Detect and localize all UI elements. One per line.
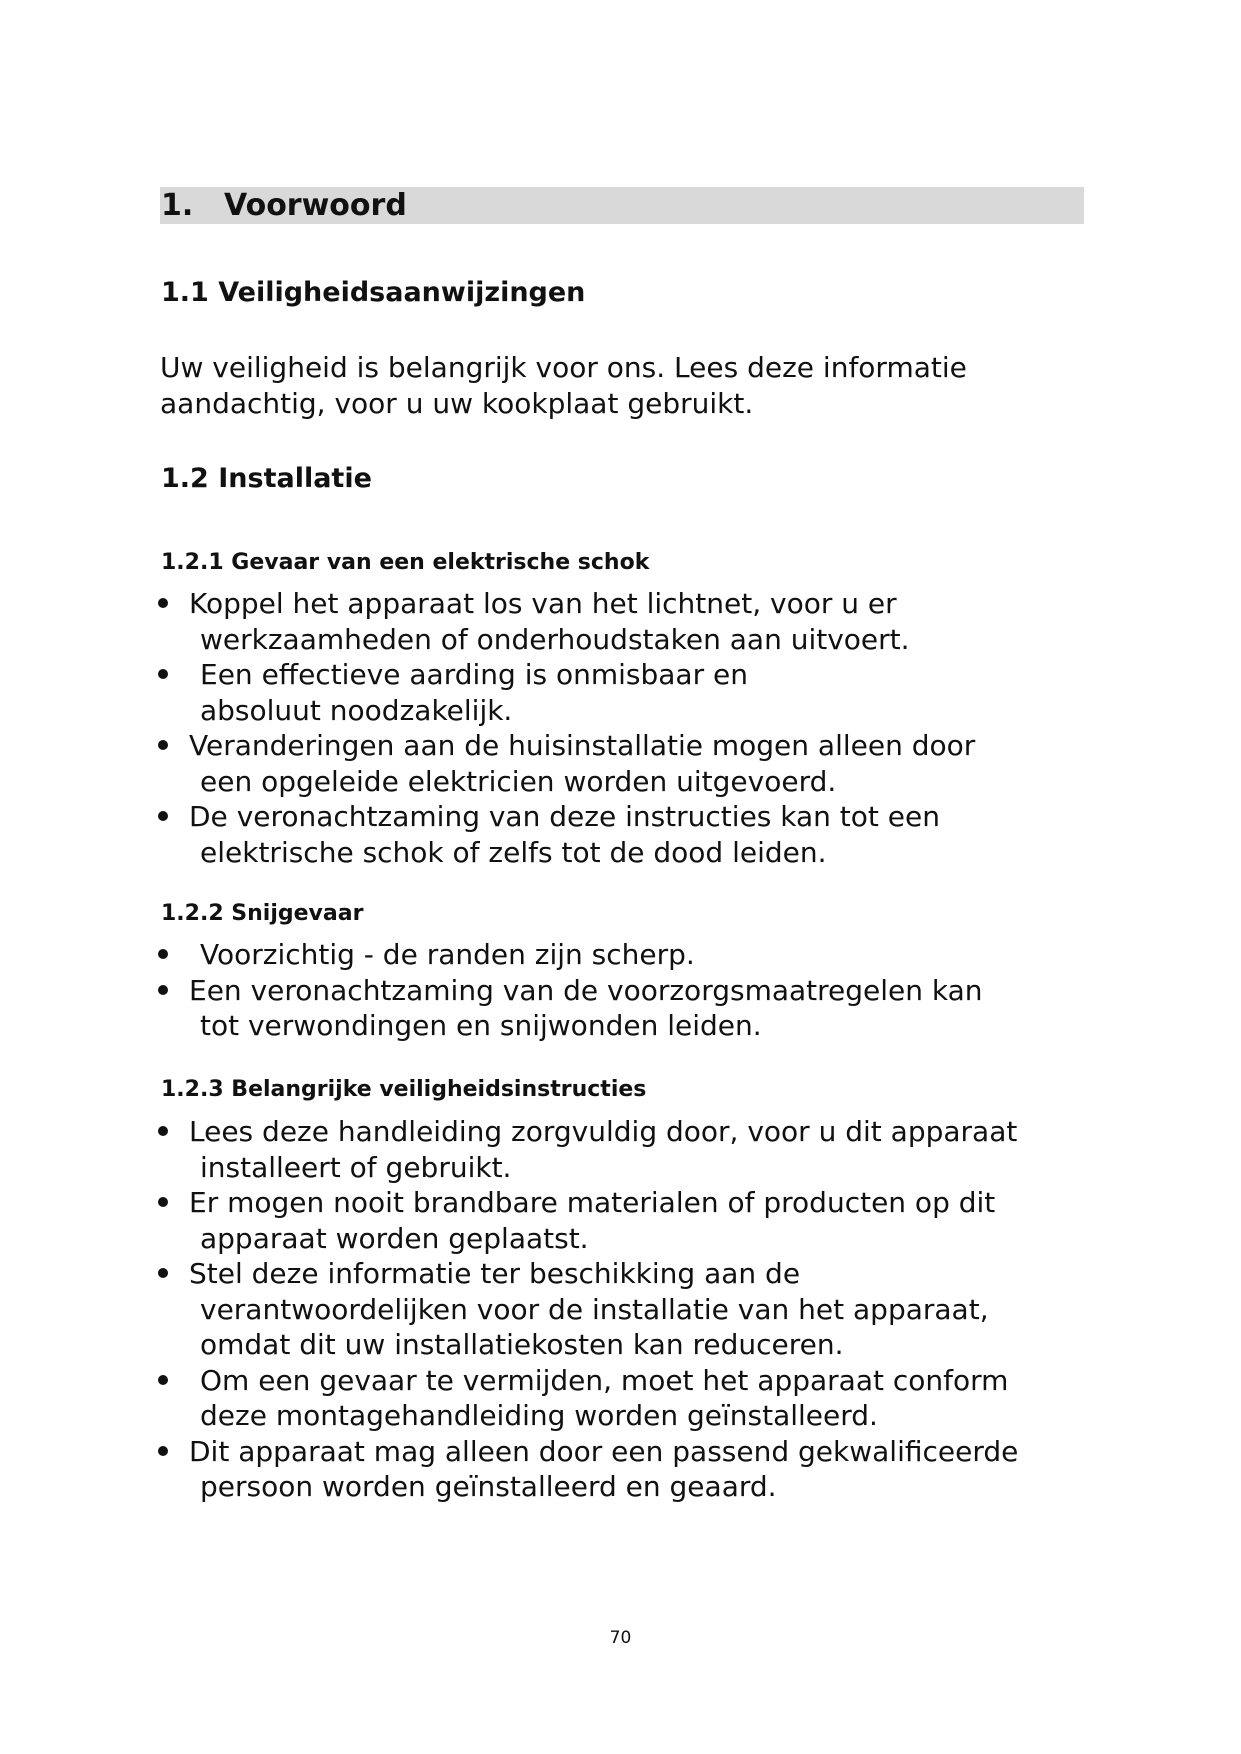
list-item: Lees deze handleiding zorgvuldig door, voor u dit apparaat installeert of gebruikt. (0, 1114, 1241, 1185)
page-number: 70 (609, 1628, 632, 1648)
bullet-icon (158, 598, 168, 608)
bullet-icon (158, 985, 168, 995)
list-item: Er mogen nooit brandbare materialen of producten op dit apparaat worden geplaatst. (0, 1185, 1241, 1256)
bullet-icon (158, 740, 168, 750)
list-item: Een veronachtzaming van de voorzorgsmaatregelen kan tot verwondingen en snijwonden leiden. (0, 973, 1241, 1044)
paragraph-line: Uw veiligheid is belangrijk voor ons. Lees deze informatie (160, 351, 967, 384)
cut-hazard-list (0, 937, 1241, 1044)
chapter-title (161, 188, 407, 224)
chapter-number: 1. (161, 188, 194, 223)
safety-intro-paragraph (160, 350, 967, 422)
section-heading-installation: 1.2 Installatie (161, 463, 372, 494)
subsection-heading-electric-shock: 1.2.1 Gevaar van een elektrische schok (161, 550, 650, 575)
list-item: Dit apparaat mag alleen door een passend gekwalificeerde persoon worden geïnstalleerd en geaard. (0, 1434, 1241, 1505)
list-item: Om een gevaar te vermijden, moet het apparaat conform deze montagehandleiding worden geïnstalleerd. (0, 1363, 1241, 1434)
bullet-icon (158, 1197, 168, 1207)
section-heading-safety: 1.1 Veiligheidsaanwijzingen (161, 277, 586, 308)
list-item: Voorzichtig - de randen zijn scherp. (0, 937, 1241, 973)
list-item: Een effectieve aarding is onmisbaar en absoluut noodzakelijk. (0, 657, 1241, 728)
subsection-heading-cut-hazard: 1.2.2 Snijgevaar (161, 901, 364, 926)
bullet-icon (158, 811, 168, 821)
important-instructions-list (0, 1114, 1241, 1505)
bullet-icon (158, 949, 168, 959)
electric-shock-list (0, 586, 1241, 870)
bullet-icon (158, 1375, 168, 1385)
chapter-title-text: Voorwoord (224, 188, 407, 223)
bullet-icon (158, 1268, 168, 1278)
bullet-icon (158, 669, 168, 679)
bullet-icon (158, 1126, 168, 1136)
subsection-heading-important-instructions: 1.2.3 Belangrijke veiligheidsinstructies (161, 1077, 647, 1102)
list-item: De veronachtzaming van deze instructies kan tot een elektrische schok of zelfs tot de dood leiden. (0, 799, 1241, 870)
bullet-icon (158, 1446, 168, 1456)
list-item: Veranderingen aan de huisinstallatie mogen alleen door een opgeleide elektricien worden uitgevoerd. (0, 728, 1241, 799)
list-item: Stel deze informatie ter beschikking aan de verantwoordelijken voor de installatie van het apparaat, omdat dit uw installatiekosten kan reduceren. (0, 1256, 1241, 1363)
list-item: Koppel het apparaat los van het lichtnet, voor u er werkzaamheden of onderhoudstaken aan uitvoert. (0, 586, 1241, 657)
paragraph-line: aandachtig, voor u uw kookplaat gebruikt. (160, 387, 754, 420)
